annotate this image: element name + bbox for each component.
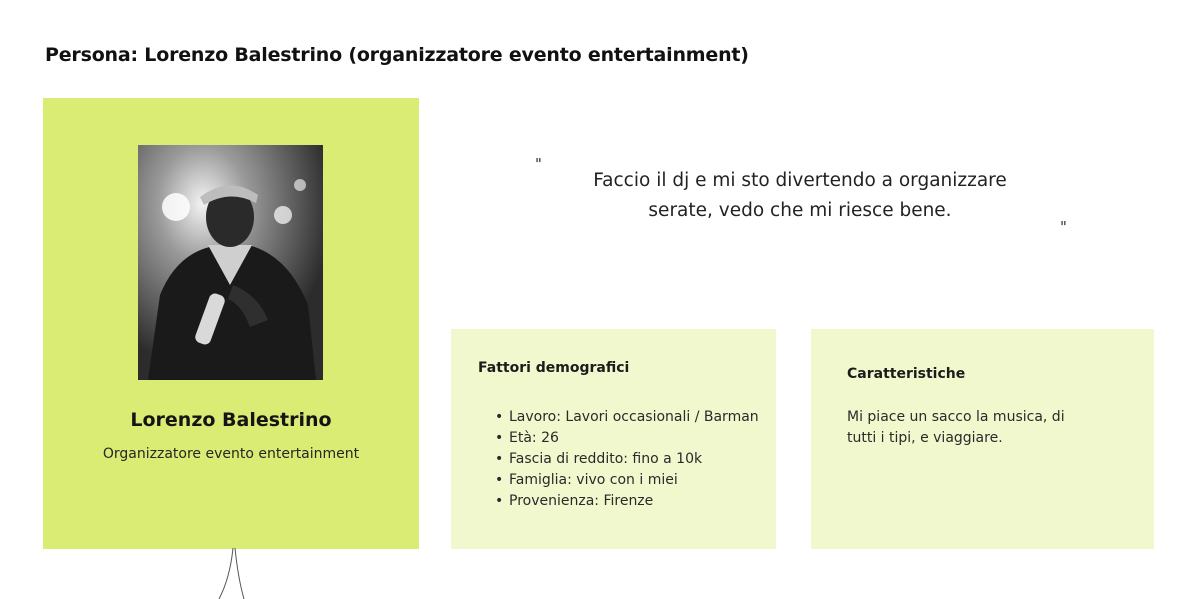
quote-text — [540, 166, 1060, 226]
profile-card — [43, 98, 419, 549]
page-title: Persona: Lorenzo Balestrino (organizzatore evento entertainment) — [45, 44, 749, 66]
demographics-list — [495, 407, 759, 512]
demographics-title: Fattori demografici — [478, 360, 630, 376]
list-item: • Provenienza: Firenze — [495, 491, 759, 512]
profile-name: Lorenzo Balestrino — [130, 409, 332, 431]
demographics-card — [451, 329, 776, 549]
traits-title: Caratteristiche — [847, 366, 966, 382]
list-item: • Età: 26 — [495, 428, 759, 449]
profile-photo — [138, 145, 323, 380]
traits-card — [811, 329, 1154, 549]
list-item: • Famiglia: vivo con i miei — [495, 470, 759, 491]
connector-lines — [210, 548, 260, 599]
quote-line: serate, vedo che mi riesce bene. — [648, 200, 952, 221]
quote-close-mark: " — [1060, 218, 1067, 236]
list-item: • Lavoro: Lavori occasionali / Barman — [495, 407, 759, 428]
quote-open-mark: " — [535, 155, 542, 173]
traits-line: tutti i tipi, e viaggiare. — [847, 430, 1003, 446]
profile-role: Organizzatore evento entertainment — [102, 446, 360, 462]
quote-line: Faccio il dj e mi sto divertendo a organizzare — [593, 170, 1007, 191]
traits-line: Mi piace un sacco la musica, di — [847, 409, 1065, 425]
person-photo-icon — [138, 145, 323, 380]
list-item: • Fascia di reddito: fino a 10k — [495, 449, 759, 470]
traits-text — [847, 407, 1107, 449]
